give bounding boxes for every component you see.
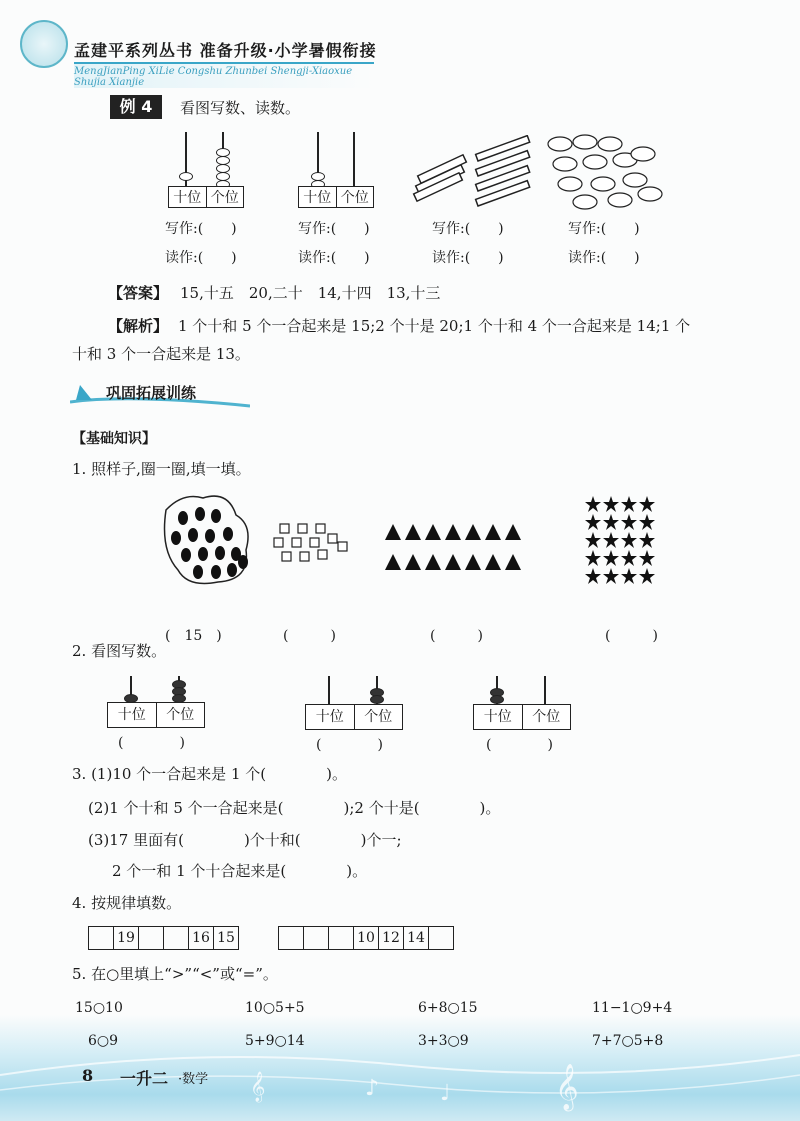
header-title: 孟建平系列丛书 准备升级·小学暑假衔接 bbox=[74, 41, 377, 60]
example-tag: 例 4 bbox=[110, 95, 162, 119]
basic-knowledge-heading: 【基础知识】 bbox=[72, 431, 156, 447]
read-label-3: 读作:( ) bbox=[432, 250, 504, 266]
tens-label: 十位 bbox=[306, 705, 355, 729]
q1-squares bbox=[272, 520, 352, 570]
page-number: 8 bbox=[82, 1066, 94, 1085]
svg-text:♪: ♪ bbox=[365, 1076, 380, 1101]
q1-stars bbox=[583, 494, 663, 589]
write-label-2: 写作:( ) bbox=[298, 221, 370, 237]
seq-cell[interactable] bbox=[89, 927, 114, 949]
q3-line-4: 2 个一和 1 个十合起来是( )。 bbox=[112, 862, 368, 880]
series-logo bbox=[20, 20, 68, 68]
svg-text:𝄞: 𝄞 bbox=[250, 1072, 266, 1102]
footer-subject: ·数学 bbox=[178, 1072, 209, 1087]
section-banner-text: 巩固拓展训练 bbox=[106, 384, 197, 402]
seq-cell[interactable] bbox=[304, 927, 329, 949]
q1-answer-4[interactable]: ( ) bbox=[605, 628, 658, 644]
write-label-4: 写作:( ) bbox=[568, 221, 640, 237]
q3-line-3: (3)17 里面有( )个十和( )个一; bbox=[88, 831, 402, 849]
tens-label: 十位 bbox=[108, 703, 157, 727]
q1-text: 1. 照样子,圈一圈,填一填。 bbox=[72, 460, 251, 478]
q5-item-6[interactable]: 5+9○14 bbox=[245, 1033, 305, 1049]
q1-dots-circled bbox=[158, 490, 258, 590]
read-label-2: 读作:( ) bbox=[298, 250, 370, 266]
q1-answer-1[interactable]: ( 15 ) bbox=[165, 628, 222, 644]
seq-cell: 15 bbox=[217, 930, 235, 946]
svg-text:♩: ♩ bbox=[440, 1081, 451, 1106]
answer-text: 15,十五 20,二十 14,十四 13,十三 bbox=[180, 284, 441, 302]
q4-text: 4. 按规律填数。 bbox=[72, 894, 182, 912]
seq-cell[interactable] bbox=[139, 927, 164, 949]
ones-label: 个位 bbox=[210, 190, 239, 206]
q5-text: 5. 在○里填上“>”“<”或“=”。 bbox=[72, 965, 278, 983]
dumpling-illustration bbox=[545, 132, 665, 212]
q3-line-2: (2)1 个十和 5 个一合起来是( );2 个十是( )。 bbox=[88, 799, 501, 817]
q5-item-3[interactable]: 6+8○15 bbox=[418, 1000, 478, 1016]
q1-answer-3[interactable]: ( ) bbox=[430, 628, 483, 644]
seq-cell[interactable] bbox=[329, 927, 354, 949]
tens-label: 十位 bbox=[474, 705, 523, 729]
analysis-tag: 【解析】 bbox=[108, 317, 169, 335]
footer-grade: 一升二 bbox=[120, 1069, 169, 1088]
q5-item-7[interactable]: 3+3○9 bbox=[418, 1033, 469, 1049]
q2-answer-3[interactable]: ( ) bbox=[486, 737, 553, 753]
answer-tag: 【答案】 bbox=[108, 284, 169, 302]
seq-cell: 19 bbox=[114, 927, 139, 949]
analysis-line-2: 十和 3 个一合起来是 13。 bbox=[72, 345, 250, 363]
section-banner bbox=[70, 380, 250, 410]
seq-cell: 14 bbox=[404, 927, 429, 949]
read-label-4: 读作:( ) bbox=[568, 250, 640, 266]
example-prompt: 看图写数、读数。 bbox=[180, 99, 301, 117]
seq-cell: 10 bbox=[354, 927, 379, 949]
header-pinyin: MengJianPing XiLie Congshu Zhunbei Shengji-Xiaoxue Shujia Xianjie bbox=[74, 62, 374, 88]
write-label-1: 写作:( ) bbox=[165, 221, 237, 237]
seq-cell[interactable] bbox=[164, 927, 189, 949]
q1-answer-2[interactable]: ( ) bbox=[283, 628, 336, 644]
ones-label: 个位 bbox=[532, 709, 561, 725]
seq-cell: 12 bbox=[379, 927, 404, 949]
seq-cell[interactable] bbox=[279, 927, 304, 949]
q4-sequence-1 bbox=[88, 926, 239, 950]
analysis-line-1: 1 个十和 5 个一合起来是 15;2 个十是 20;1 个十和 4 个一合起来是 14;1 个 bbox=[178, 317, 691, 335]
q5-item-8[interactable]: 7+7○5+8 bbox=[592, 1033, 664, 1049]
svg-text:𝄞: 𝄞 bbox=[555, 1064, 579, 1110]
q1-triangles bbox=[385, 522, 535, 574]
write-label-3: 写作:( ) bbox=[432, 221, 504, 237]
seq-cell[interactable] bbox=[429, 927, 453, 949]
ones-label: 个位 bbox=[166, 707, 195, 723]
q5-item-5[interactable]: 6○9 bbox=[88, 1033, 119, 1049]
tens-label: 十位 bbox=[169, 187, 207, 207]
q4-sequence-2 bbox=[278, 926, 454, 950]
q5-item-2[interactable]: 10○5+5 bbox=[245, 1000, 305, 1016]
q5-item-4[interactable]: 11−1○9+4 bbox=[592, 1000, 673, 1016]
ones-label: 个位 bbox=[340, 190, 369, 206]
tens-label: 十位 bbox=[299, 187, 337, 207]
q2-answer-2[interactable]: ( ) bbox=[316, 737, 383, 753]
stick-bundle-illustration bbox=[405, 135, 535, 210]
q5-item-1[interactable]: 15○10 bbox=[75, 1000, 123, 1016]
q2-text: 2. 看图写数。 bbox=[72, 642, 167, 660]
q3-line-1: 3. (1)10 个一合起来是 1 个( )。 bbox=[72, 765, 347, 783]
ones-label: 个位 bbox=[364, 709, 393, 725]
seq-cell: 16 bbox=[189, 927, 214, 949]
q2-answer-1[interactable]: ( ) bbox=[118, 735, 185, 751]
read-label-1: 读作:( ) bbox=[165, 250, 237, 266]
